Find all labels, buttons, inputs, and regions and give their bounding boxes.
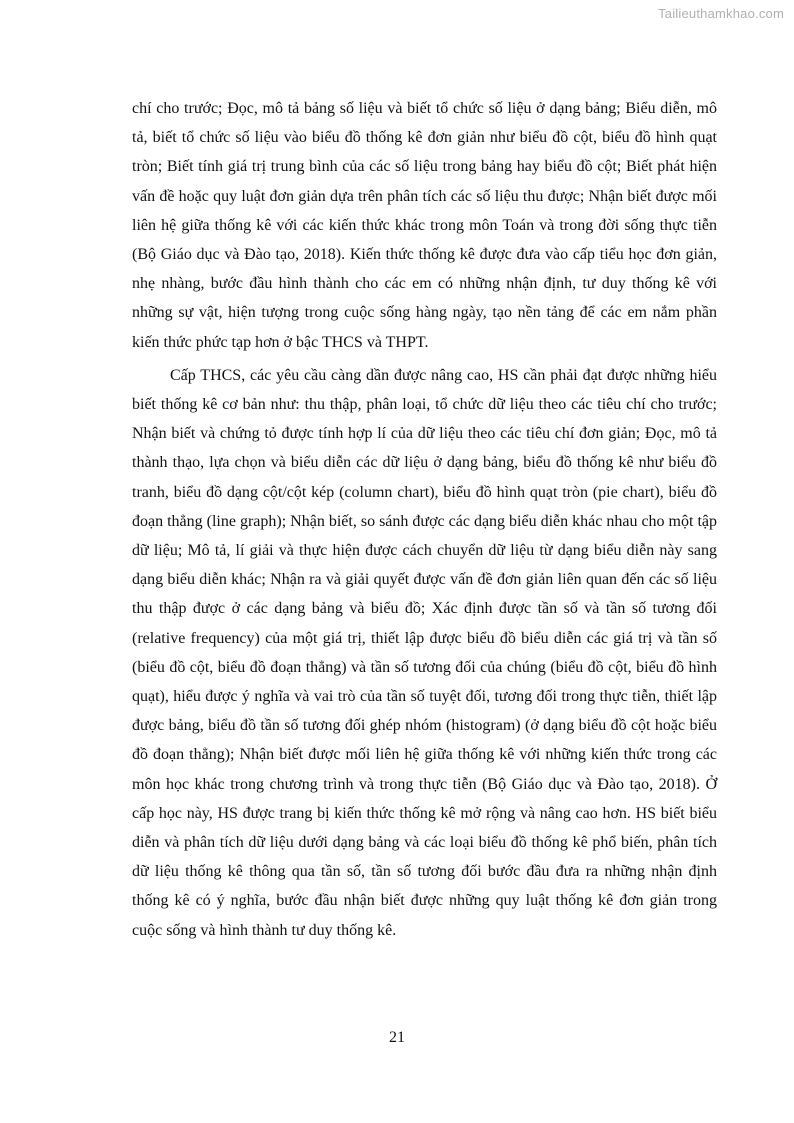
document-body xyxy=(132,94,717,945)
page-number: 21 xyxy=(389,1029,405,1046)
paragraph-2: Cấp THCS, các yêu cầu càng dần được nâng cao, HS cần phải đạt được những hiểu biết thống kê cơ bản như: thu thập, phân loại, tổ chức dữ liệu theo các tiêu chí cho trước; Nhận biết và chứng tỏ được tính hợp lí của dữ liệu theo các tiêu chí đơn giản; Đọc, mô tả thành thạo, lựa chọn và biểu diễn các dữ liệu ở dạng bảng, biểu đồ thống kê như biểu đồ tranh, biểu đồ dạng cột/cột kép (column chart), biểu đồ hình quạt tròn (pie chart), biểu đồ đoạn thẳng (line graph); Nhận biết, so sánh được các dạng biểu diễn khác nhau cho một tập dữ liệu; Mô tả, lí giải và thực hiện được cách chuyển dữ liệu từ dạng biểu diễn này sang dạng biểu diễn khác; Nhận ra và giải quyết được vấn đề đơn giản liên quan đến các số liệu thu thập được ở các dạng bảng và biểu đồ; Xác định được tần số và tần số tương đối (relative frequency) của một giá trị, thiết lập được biểu đồ biểu diễn các giá trị và tần số (biểu đồ cột, biểu đồ đoạn thẳng) và tần số tương đối của chúng (biểu đồ cột, biểu đồ hình quạt), hiểu được ý nghĩa và vai trò của tần số tuyệt đối, tương đối trong thực tiễn, thiết lập được bảng, biểu đồ tần số tương đối ghép nhóm (histogram) (ở dạng biểu đồ cột hoặc biểu đồ đoạn thẳng); Nhận biết được mối liên hệ giữa thống kê với những kiến thức trong các môn học khác trong chương trình và trong thực tiễn (Bộ Giáo dục và Đào tạo, 2018). Ở cấp học này, HS được trang bị kiến thức thống kê mở rộng và nâng cao hơn. HS biết biểu diễn và phân tích dữ liệu dưới dạng bảng và các loại biểu đồ thống kê phổ biến, phân tích dữ liệu thống kê thông qua tần số, tần số tương đối bước đầu đưa ra những nhận định thống kê có ý nghĩa, bước đầu nhận biết được những quy luật thống kê đơn giản trong cuộc sống và hình thành tư duy thống kê. xyxy=(132,366,717,939)
watermark: Tailieuthamkhao.com xyxy=(658,6,784,21)
paragraph-1: chí cho trước; Đọc, mô tả bảng số liệu và biết tổ chức số liệu ở dạng bảng; Biểu diễn, mô tả, biết tổ chức số liệu vào biểu đồ thống kê đơn giản như biểu đồ cột, biểu đồ hình quạt tròn; Biết tính giá trị trung bình của các số liệu trong bảng hay biểu đồ cột; Biết phát hiện vấn đề hoặc quy luật đơn giản dựa trên phân tích các số liệu thu được; Nhận biết được mối liên hệ giữa thống kê với các kiến thức khác trong môn Toán và trong đời sống thực tiễn (Bộ Giáo dục và Đào tạo, 2018). Kiến thức thống kê được đưa vào cấp tiểu học đơn giản, nhẹ nhàng, bước đầu hình thành cho các em có những nhận định, tư duy thống kê với những sự vật, hiện tượng trong cuộc sống hàng ngày, tạo nền tảng để các em nắm phần kiến thức phức tạp hơn ở bậc THCS và THPT. xyxy=(132,100,717,351)
